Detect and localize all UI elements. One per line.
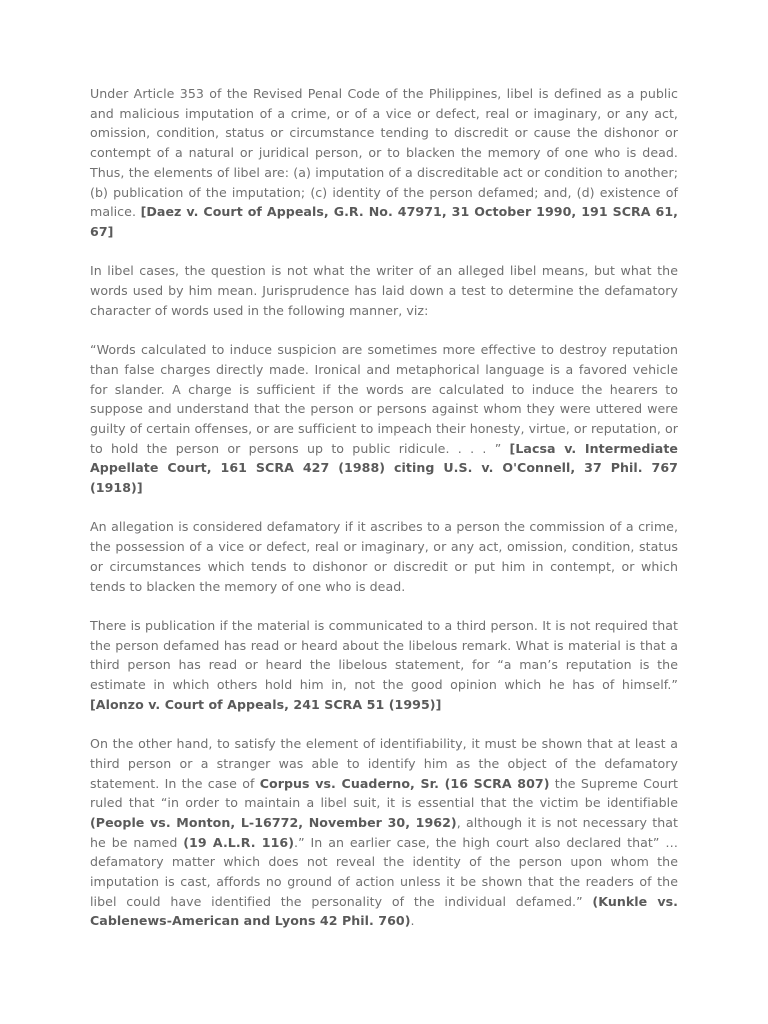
paragraph-text: . <box>410 913 415 929</box>
citation: [Daez v. Court of Appeals, G.R. No. 47971, 31 October 1990, 191 SCRA 61, 67] <box>90 204 678 239</box>
paragraph-libel-definition <box>90 84 678 242</box>
paragraph-text: .” In an earlier case, the high court also declared that” … defamatory matter which does not reveal the identity of the person upon whom the imputation is cast, affords no ground of action unless it be shown that the readers of the libel could have identified the personality of the individual defamed.” <box>90 834 679 909</box>
paragraph-defamatory-test <box>90 261 678 320</box>
paragraph-text: Under Article 353 of the Revised Penal Code of the Philippines, libel is defined as a public and malicious imputation of a crime, or of a vice or defect, real or imaginary, or any act, omission, condition, status or circumstance tending to discredit or cause the dishonor or contempt of a natural or juridical person, or to blacken the memory of one who is dead. Thus, the elements of libel are: (a) imputation of a discreditable act or condition to another; (b) publication of the imputation; (c) identity of the person defamed; and, (d) existence of malice. <box>90 86 678 220</box>
paragraph-allegation-defamatory <box>90 517 678 596</box>
citation: [Alonzo v. Court of Appeals, 241 SCRA 51 (1995)] <box>90 696 442 712</box>
paragraph-text: the Supreme Court ruled that “in order to maintain a libel suit, it is essential that the victim be identifiable <box>90 775 678 811</box>
paragraph-text: , although it is not necessary that he be named <box>90 814 678 850</box>
paragraph-text: In libel cases, the question is not what the writer of an alleged libel means, but what the words used by him mean. Jurisprudence has laid down a test to determine the defamatory character of words used in the following manner, viz: <box>90 263 678 318</box>
citation: (Kunkle vs. Cablenews-American and Lyons 42 Phil. 760) <box>90 893 678 929</box>
paragraph-publication <box>90 616 678 715</box>
citation: Corpus vs. Cuaderno, Sr. (16 SCRA 807) <box>259 775 550 791</box>
paragraph-text: “Words calculated to induce suspicion are sometimes more effective to destroy reputation than false charges directly made. Ironical and metaphorical language is a favored vehicle for slander. A charge is sufficient if the words are calculated to induce the hearers to suppose and understand that the person or persons against whom they were uttered were guilty of certain offenses, or are sufficient to impeach their honesty, virtue, or reputation, or to hold the person or persons up to public ridicule. . . . ” <box>90 342 678 456</box>
citation: [Lacsa v. Intermediate Appellate Court, 161 SCRA 427 (1988) citing U.S. v. O'Connell, 37 Phil. 767 (1918)] <box>90 440 678 496</box>
paragraph-text: An allegation is considered defamatory if it ascribes to a person the commission of a crime, the possession of a vice or defect, real or imaginary, or any act, omission, condition, status or circumstances which tends to dishonor or discredit or put him in contempt, or which tends to blacken the memory of one who is dead. <box>90 519 678 594</box>
paragraph-text: On the other hand, to satisfy the element of identifiability, it must be shown that at least a third person or a stranger was able to identify him as the object of the defamatory statement. In the case of <box>90 736 678 791</box>
document-body <box>90 84 678 951</box>
paragraph-text: There is publication if the material is communicated to a third person. It is not required that the person defamed has read or heard about the libelous remark. What is material is that a third person has read or heard the libelous statement, for “a man’s reputation is the estimate in which others hold him in, not the good opinion which he has of himself.” <box>90 617 678 693</box>
citation: (People vs. Monton, L-16772, November 30, 1962) <box>90 814 457 830</box>
paragraph-quote-suspicion <box>90 340 678 498</box>
paragraph-identifiability <box>90 734 678 931</box>
citation: (19 A.L.R. 116) <box>183 834 295 850</box>
